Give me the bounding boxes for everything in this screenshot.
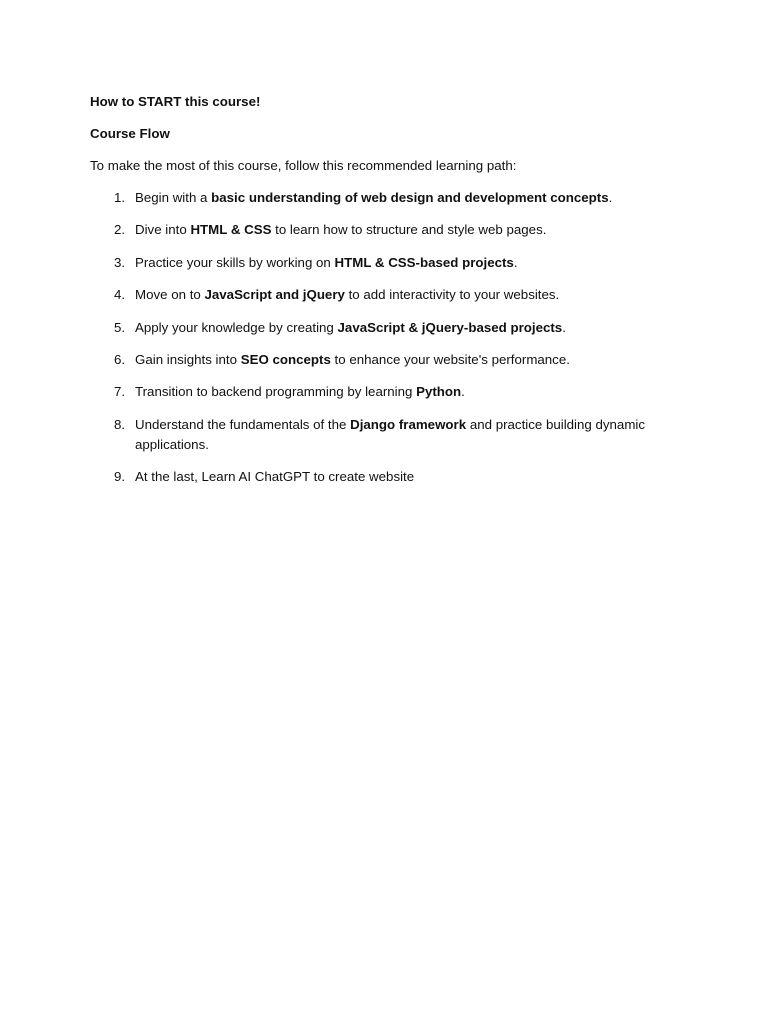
step-text-end: . — [513, 254, 518, 270]
step-emphasis: basic understanding of web design and development concepts — [211, 190, 609, 205]
learning-path-list — [90, 188, 690, 487]
step-text: Transition to backend programming by learning — [135, 384, 417, 400]
list-number: 5. — [114, 319, 126, 335]
step-emphasis: HTML & CSS-based projects — [334, 254, 514, 270]
document-content — [90, 92, 690, 500]
step-emphasis: Django framework — [350, 416, 467, 432]
step-text-end: . — [608, 190, 613, 205]
step-text: Practice your skills by working on — [135, 254, 335, 270]
step-text-end: . — [562, 319, 566, 335]
list-item — [90, 253, 690, 273]
section-heading: Course Flow — [90, 126, 170, 141]
step-emphasis: JavaScript and jQuery — [204, 287, 345, 303]
step-text: Dive into — [135, 222, 191, 238]
step-emphasis: Python — [416, 384, 462, 400]
step-text-end: to learn how to structure and style web pages. — [271, 222, 547, 238]
list-item — [90, 415, 690, 455]
list-number: 6. — [114, 351, 126, 367]
list-item — [90, 467, 690, 487]
list-item — [90, 285, 690, 305]
step-emphasis: HTML & CSS — [190, 222, 272, 238]
list-item — [90, 350, 690, 370]
list-number: 8. — [114, 416, 126, 432]
step-emphasis: SEO concepts — [240, 351, 331, 367]
list-number: 2. — [114, 222, 126, 238]
list-number: 7. — [114, 384, 126, 400]
step-emphasis: JavaScript & jQuery-based projects — [337, 319, 563, 335]
list-item — [90, 188, 690, 208]
step-text: Understand the fundamentals of the — [135, 416, 351, 432]
list-number: 4. — [114, 287, 126, 303]
step-text: Move on to — [135, 287, 205, 303]
list-number: 3. — [114, 254, 126, 270]
list-item — [90, 318, 690, 338]
step-text-end: . — [461, 384, 465, 400]
step-text: At the last, Learn AI ChatGPT to create website — [135, 469, 415, 485]
step-text: Begin with a — [135, 190, 212, 205]
intro-paragraph: To make the most of this course, follow this recommended learning path: — [90, 158, 517, 173]
list-number: 9. — [114, 469, 126, 485]
list-number: 1. — [114, 190, 126, 205]
list-item — [90, 382, 690, 402]
step-text-end: to enhance your website's performance. — [330, 351, 570, 367]
step-text: Apply your knowledge by creating — [135, 319, 338, 335]
step-text-end: and practice building dynamic applications. — [135, 416, 645, 452]
list-item — [90, 220, 690, 240]
document-title: How to START this course! — [90, 94, 261, 109]
step-text: Gain insights into — [135, 351, 241, 367]
step-text-end: to add interactivity to your websites. — [344, 287, 560, 303]
